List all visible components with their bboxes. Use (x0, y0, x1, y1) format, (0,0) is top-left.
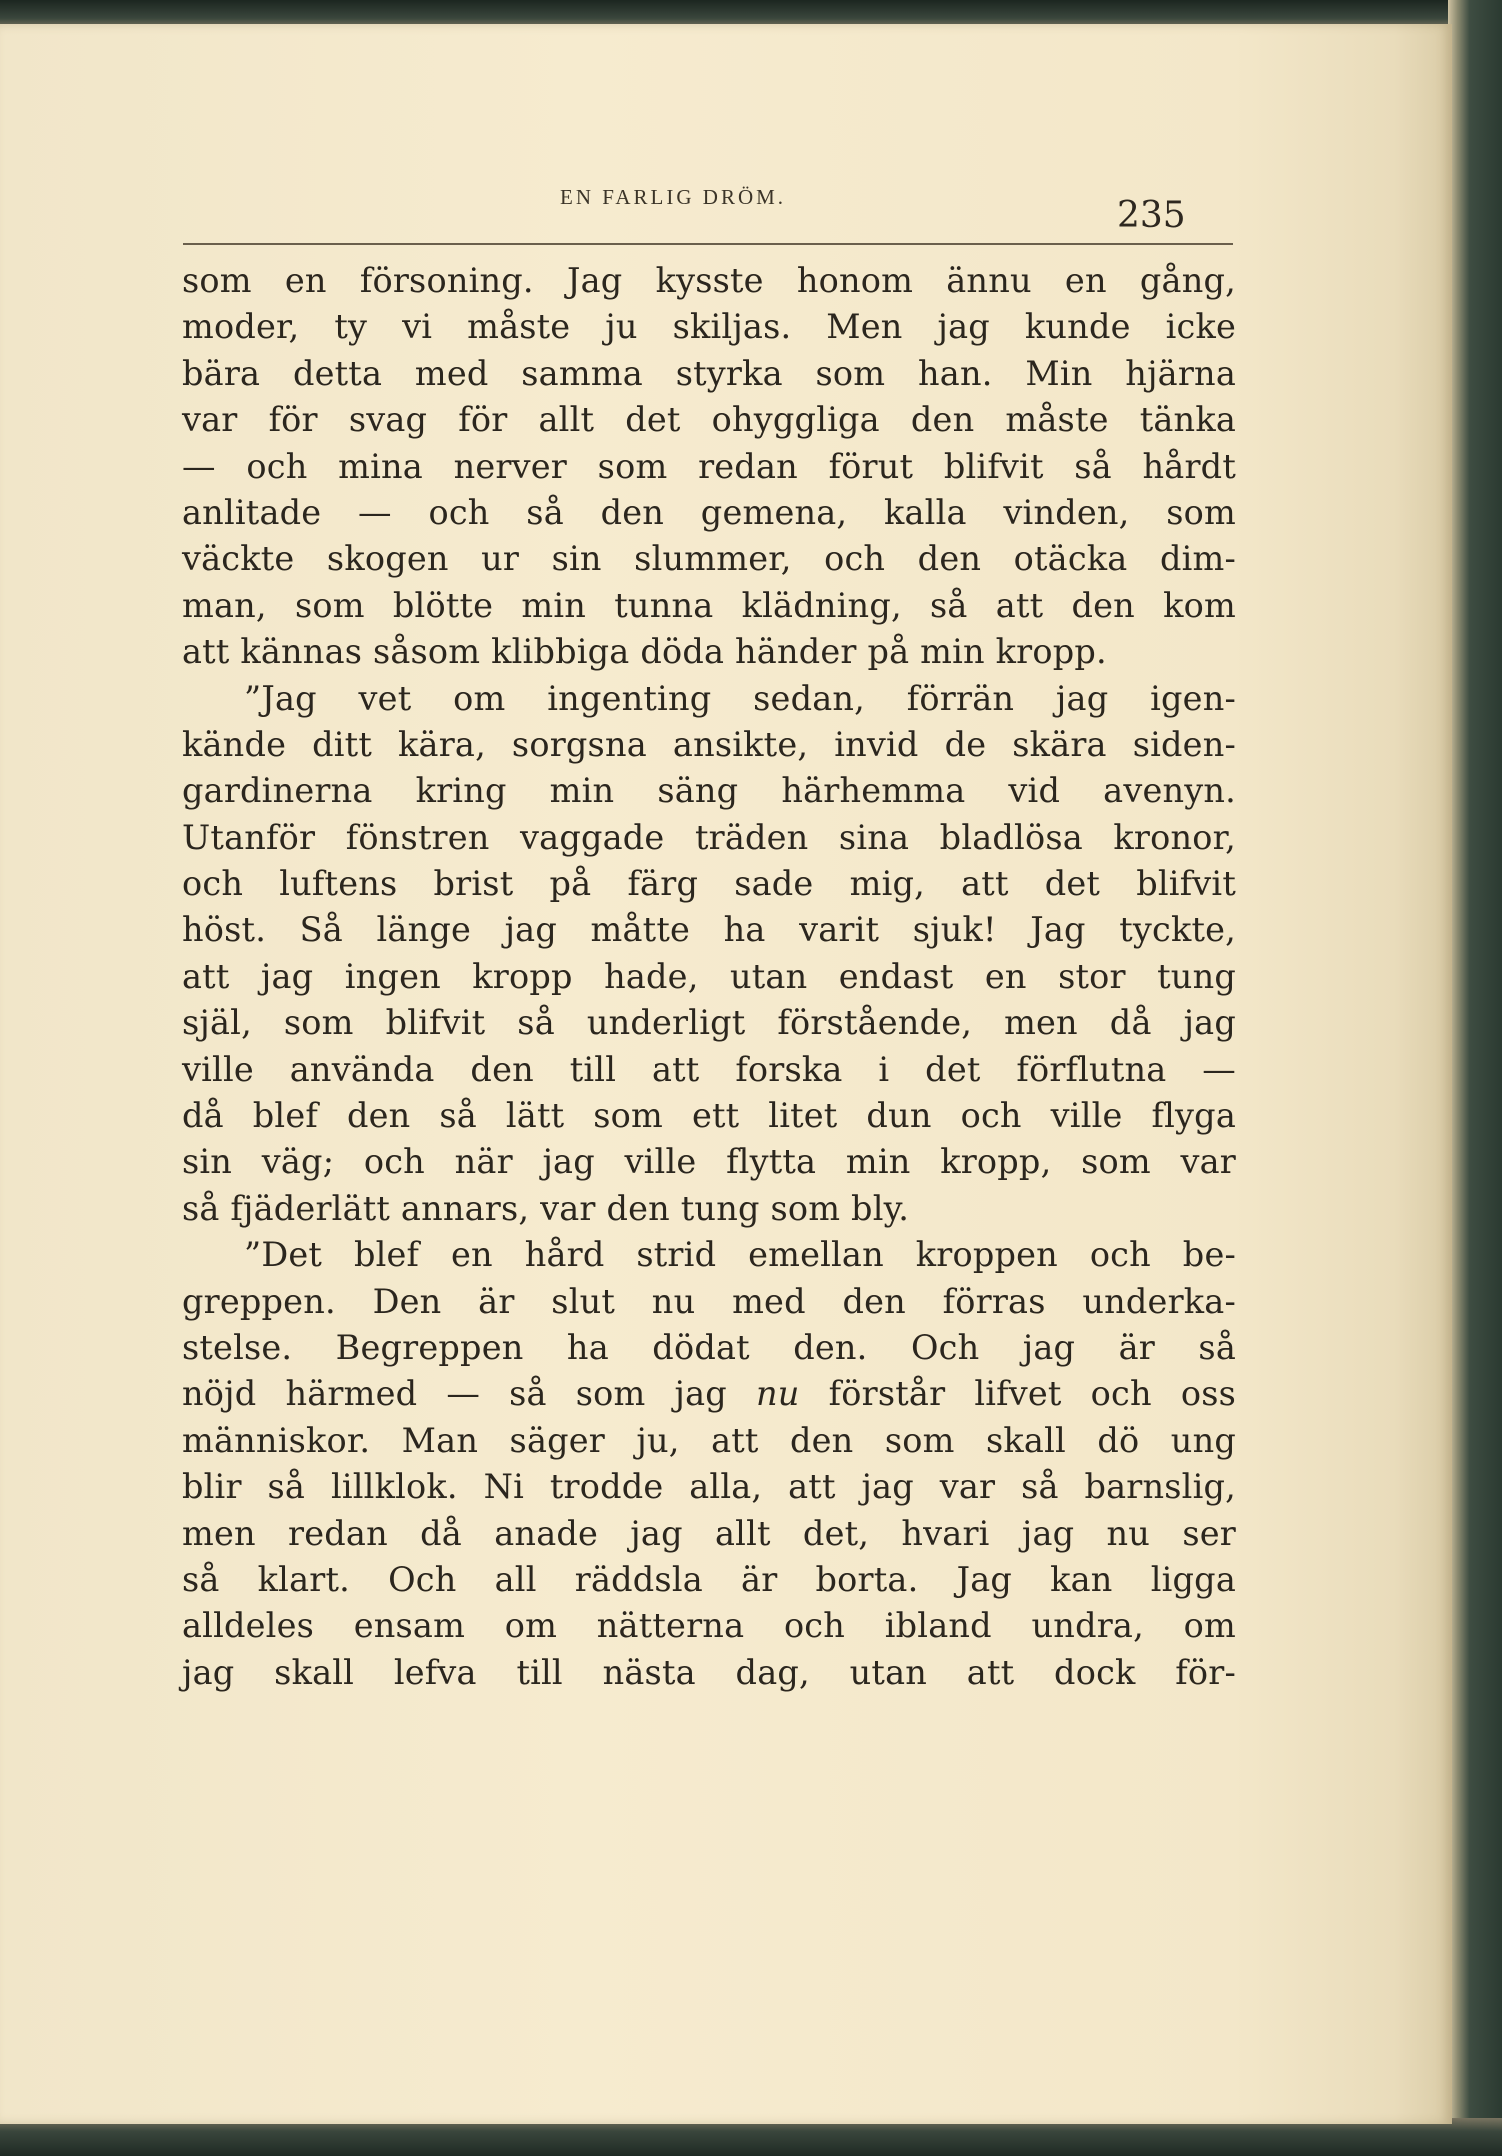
text-line: jag skall lefva till nästa dag, utan att dock för- (182, 1652, 1236, 1692)
page-top-edge (0, 0, 1502, 26)
emphasized-word: nu (756, 1374, 800, 1414)
text-line: höst. Så länge jag måtte ha varit sjuk! Jag tyckte, (182, 910, 1236, 950)
text-segment: förstår lifvet och oss (828, 1374, 1236, 1414)
text-line: ”Jag vet om ingenting sedan, förrän jag igen- (244, 678, 1236, 718)
page-number: 235 (1117, 195, 1186, 236)
text-line: moder, ty vi måste ju skiljas. Men jag kunde icke (182, 307, 1236, 347)
text-line: men redan då anade jag allt det, hvari jag nu ser (182, 1513, 1236, 1553)
text-line: att kännas såsom klibbiga döda händer på min kropp. (182, 632, 1107, 672)
text-line: väckte skogen ur sin slummer, och den otäcka dim- (182, 539, 1236, 579)
text-line: stelse. Begreppen ha dödat den. Och jag är så (182, 1327, 1236, 1367)
text-line: kände ditt kära, sorgsna ansikte, invid de skära siden- (182, 724, 1236, 764)
text-line: man, som blötte min tunna klädning, så att den kom (182, 585, 1236, 625)
text-line: bära detta med samma styrka som han. Min hjärna (182, 353, 1236, 393)
text-line: greppen. Den är slut nu med den förras underka- (182, 1281, 1236, 1321)
text-line: blir så lillklok. Ni trodde alla, att jag var så barnslig, (182, 1467, 1236, 1507)
text-line: människor. Man säger ju, att den som skall dö ung (182, 1420, 1236, 1460)
text-line: och luftens brist på färg sade mig, att det blifvit (182, 864, 1236, 904)
text-line: att jag ingen kropp hade, utan endast en stor tung (182, 956, 1236, 996)
text-line: sin väg; och när jag ville flytta min kropp, som var (182, 1142, 1236, 1182)
text-line: anlitade — och så den gemena, kalla vinden, som (182, 492, 1236, 532)
book-binding-edge (1448, 0, 1502, 2156)
text-line: — och mina nerver som redan förut blifvit så hårdt (182, 446, 1236, 486)
text-line: var för svag för allt det ohyggliga den måste tänka (182, 400, 1236, 440)
header-rule (183, 243, 1233, 245)
text-segment: nöjd härmed — så som jag (182, 1374, 727, 1414)
text-line: alldeles ensam om nätterna och ibland undra, om (182, 1606, 1236, 1646)
text-line: Utanför fönstren vaggade träden sina bladlösa kronor, (182, 817, 1236, 857)
text-line: ville använda den till att forska i det förflutna — (182, 1049, 1236, 1089)
text-line: så klart. Och all räddsla är borta. Jag kan ligga (182, 1559, 1236, 1599)
body-text (182, 258, 1236, 1696)
text-line-mixed (182, 1371, 1236, 1417)
running-head: EN FARLIG DRÖM. (560, 185, 787, 209)
text-line: själ, som blifvit så underligt förstående, men då jag (182, 1003, 1236, 1043)
text-line: som en försoning. Jag kysste honom ännu en gång, (182, 261, 1236, 300)
text-line: gardinerna kring min säng härhemma vid avenyn. (182, 771, 1236, 811)
text-line: då blef den så lätt som ett litet dun och ville flyga (182, 1096, 1236, 1136)
text-line: så fjäderlätt annars, var den tung som bly. (182, 1188, 910, 1228)
text-line: ”Det blef en hård strid emellan kroppen och be- (244, 1235, 1236, 1275)
